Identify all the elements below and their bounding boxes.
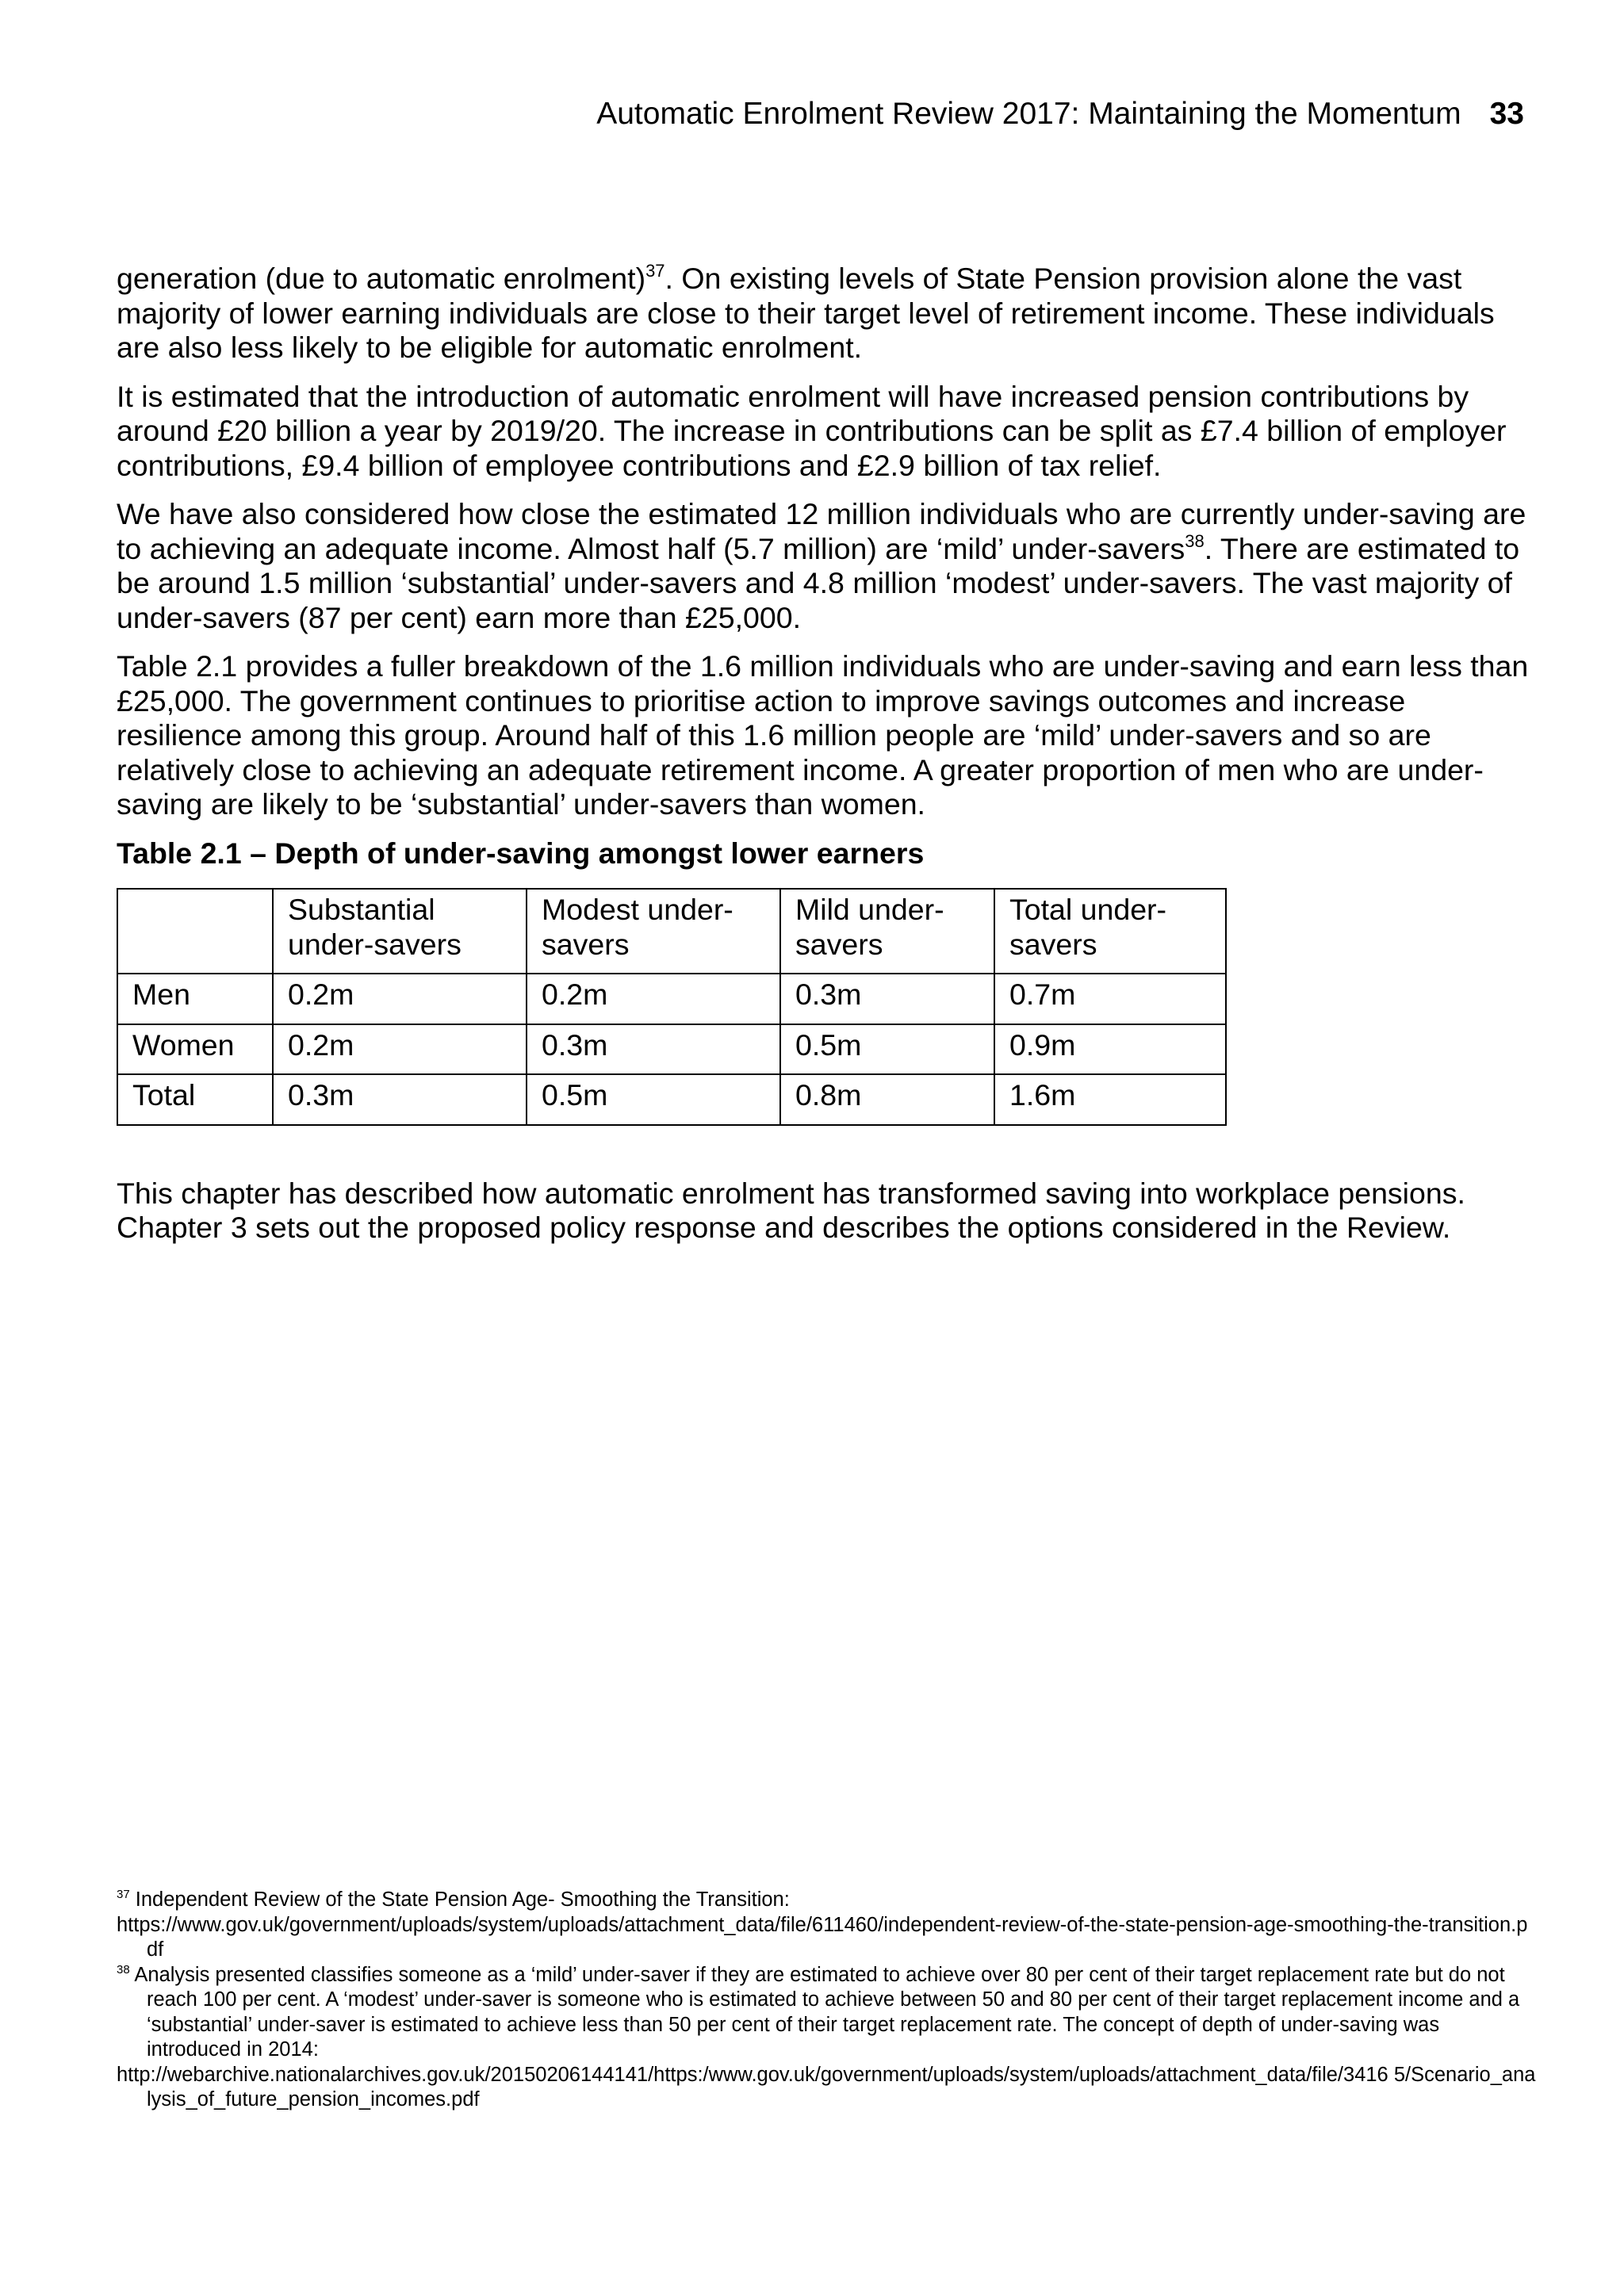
table-row-label: Men (117, 974, 273, 1024)
footnote-38 (117, 1963, 1536, 2113)
table-cell: 0.3m (780, 974, 994, 1024)
table-header-cell: Substantial under-savers (273, 889, 527, 974)
footnote-ref-38[interactable]: 38 (1185, 530, 1205, 551)
table-header-cell: Mild under-savers (780, 889, 994, 974)
table-header-row (117, 889, 1226, 974)
table-caption: Table 2.1 – Depth of under-saving amongst lower earners (117, 836, 925, 870)
paragraph-2: It is estimated that the introduction of automatic enrolment will have increased pension contributions by around £20 billion a year by 2019/20. The increase in contributions can be split as £7.4 billion of employer contributions, £9.4 billion of employee contributions and £2.9 billion of tax relief. (117, 379, 1507, 482)
table-cell: 0.2m (527, 974, 780, 1024)
table-header-cell: Modest under-savers (527, 889, 780, 974)
page-header (596, 94, 1524, 135)
under-saving-table (117, 888, 1227, 1126)
footnote-37 (117, 1888, 1536, 1963)
table-cell: 0.3m (273, 1074, 527, 1125)
table-cell: 0.2m (273, 1024, 527, 1075)
table-cell: 0.9m (994, 1024, 1226, 1075)
footnote-ref-37[interactable]: 37 (645, 261, 665, 281)
body-text (117, 262, 1536, 1260)
table-header-cell: Total under-savers (994, 889, 1226, 974)
table-cell: 0.3m (527, 1024, 780, 1075)
paragraph-4: Table 2.1 provides a fuller breakdown of the 1.6 million individuals who are under-saving and earn less than £25,000. The government continues to prioritise action to improve savings outcomes and increase resilience among this group. Around half of this 1.6 million people are ‘mild’ under-savers and so are relatively close to achieving an adequate retirement income. A greater proportion of men who are under-saving are likely to be ‘substantial’ under-savers than women. (117, 649, 1529, 821)
page-number: 33 (1489, 97, 1524, 131)
footnote-link[interactable]: http://webarchive.nationalarchives.gov.uk/20150206144141/https:/www.gov.uk/government/uploads/system/uploads/attachment_data/file/3416 5/Scenario_analysis_of_future_pension_incomes.pdf (117, 2063, 1536, 2110)
table-header-cell (117, 889, 273, 974)
footnotes (117, 1888, 1536, 2113)
footnote-number: 38 (117, 1962, 130, 1976)
table-row-label: Total (117, 1074, 273, 1125)
paragraph-5: This chapter has described how automatic enrolment has transformed saving into workplace pensions. Chapter 3 sets out the proposed policy response and describes the options considered in the Review. (117, 1176, 1465, 1244)
footnote-link[interactable]: https://www.gov.uk/government/uploads/system/uploads/attachment_data/file/611460/independent-review-of-the-state-pension-age-smoothing-the-transition.pdf (117, 1913, 1528, 1961)
footnote-number: 37 (117, 1888, 130, 1901)
table-cell: 0.8m (780, 1074, 994, 1125)
document-title: Automatic Enrolment Review 2017: Maintaining the Momentum (596, 97, 1461, 131)
table-row (117, 974, 1226, 1024)
table-row (117, 1024, 1226, 1075)
footnote-text: Analysis presented classifies someone as a ‘mild’ under-saver if they are estimated to achieve over 80 per cent of their target replacement rate but do not reach 100 per cent. A ‘modest’ under-saver is someone who is estimated to achieve between 50 and 80 per cent of their target replacement income and a ‘substantial’ under-saver is estimated to achieve less than 50 per cent of their target replacement rate. The concept of depth of under-saving was introduced in 2014: (134, 1963, 1520, 2061)
table-cell: 0.7m (994, 974, 1226, 1024)
table-cell: 0.5m (780, 1024, 994, 1075)
table-row-label: Women (117, 1024, 273, 1075)
table-cell: 0.5m (527, 1074, 780, 1125)
table-row (117, 1074, 1226, 1125)
paragraph-3: We have also considered how close the estimated 12 million individuals who are currently under-saving are to achieving an adequate income. Almost half (5.7 million) are ‘mild’ under-savers$^{38}$. There are estimated to be around 1.5 million ‘substantial’ under-savers and 4.8 million ‘modest’ under-savers. The vast majority of under-savers (87 per cent) earn more than £25,000. (117, 497, 1526, 634)
table-cell: 0.2m (273, 974, 527, 1024)
footnote-text: Independent Review of the State Pension Age- Smoothing the Transition: (135, 1888, 790, 1911)
paragraph-1: generation (due to automatic enrolment)$^{37}$. On existing levels of State Pension provision alone the vast majority of lower earning individuals are close to their target level of retirement income. These individuals are also less likely to be eligible for automatic enrolment. (117, 261, 1495, 364)
table-cell: 1.6m (994, 1074, 1226, 1125)
